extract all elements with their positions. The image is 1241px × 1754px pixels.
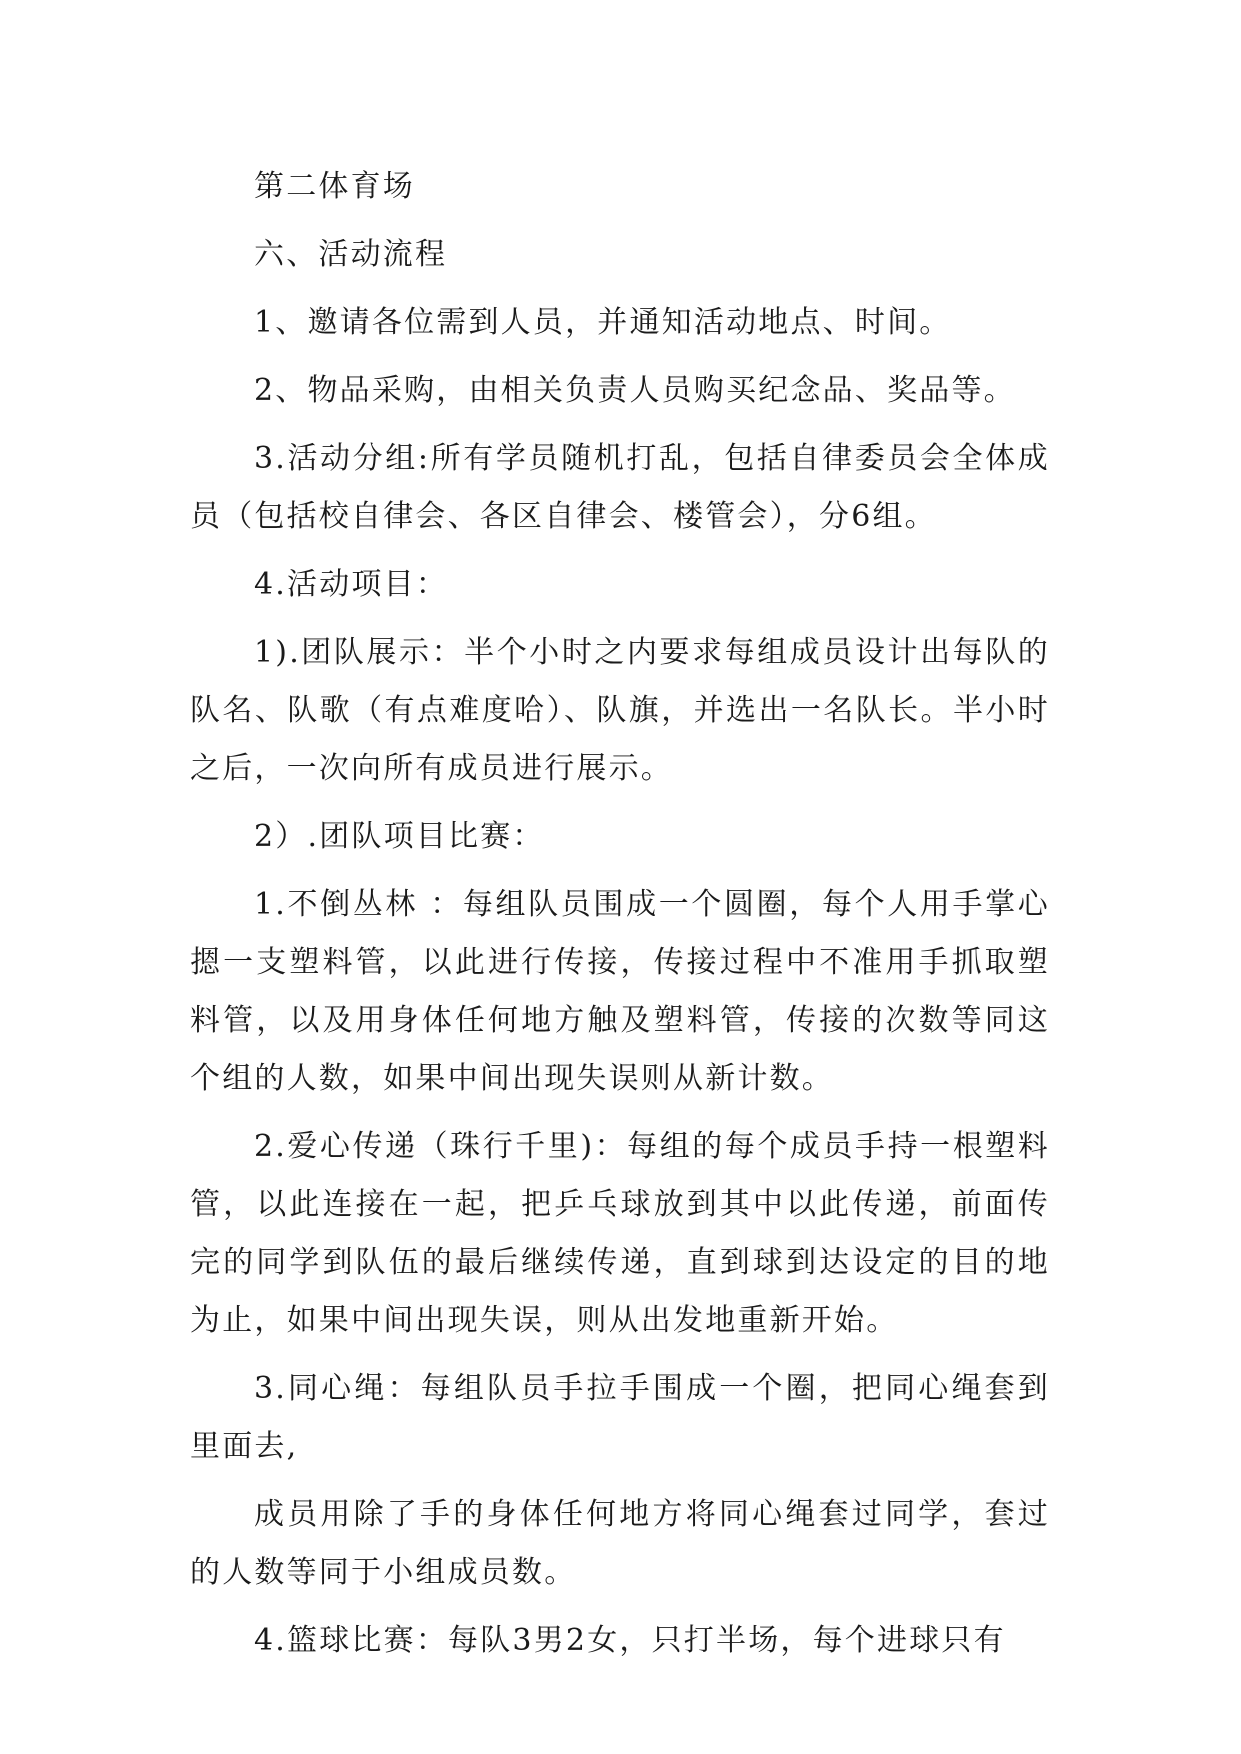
paragraph-game-4: 4.篮球比赛：每队3男2女，只打半场，每个进球只有 [254,1623,1006,1658]
heading-activity-process: 六、活动流程 [254,237,448,272]
paragraph-team-competition: 2）.团队项目比赛： [254,819,545,854]
paragraph-step-1: 1、邀请各位需到人员，并通知活动地点、时间。 [254,305,952,340]
paragraph-step-4: 4.活动项目： [254,567,449,602]
paragraph-game-3: 3.同心绳：每组队员手拉手围成一个圈，把同心绳套到里面去, [190,1371,1050,1464]
paragraph-game-1: 1.不倒丛林 ：每组队员围成一个圆圈，每个人用手掌心摁一支塑料管，以此进行传接，传接过程中不准用手抓取塑料管，以及用身体任何地方触及塑料管，传接的次数等同这个组的人数，如果中间出现失误则从新计数。 [190,887,1050,1096]
paragraph-venue: 第二体育场 [254,169,415,204]
paragraph-game-2: 2.爱心传递（珠行千里)：每组的每个成员手持一根塑料管，以此连接在一起，把乒乓球放到其中以此传递，前面传完的同学到队伍的最后继续传递，直到球到达设定的目的地为止，如果中间出现失误，则从出发地重新开始。 [190,1129,1050,1338]
paragraph-step-2: 2、物品采购，由相关负责人员购买纪念品、奖品等。 [254,373,1016,408]
paragraph-step-3: 3.活动分组:所有学员随机打乱，包括自律委员会全体成员（包括校自律会、各区自律会、楼管会），分6组。 [190,441,1050,534]
document-page [190,158,1050,1680]
paragraph-game-3-continued: 成员用除了手的身体任何地方将同心绳套过同学，套过的人数等同于小组成员数。 [190,1497,1050,1590]
paragraph-team-showcase: 1).团队展示：半个小时之内要求每组成员设计出每队的队名、队歌（有点难度哈）、队旗，并选出一名队长。半小时之后，一次向所有成员进行展示。 [190,635,1050,786]
